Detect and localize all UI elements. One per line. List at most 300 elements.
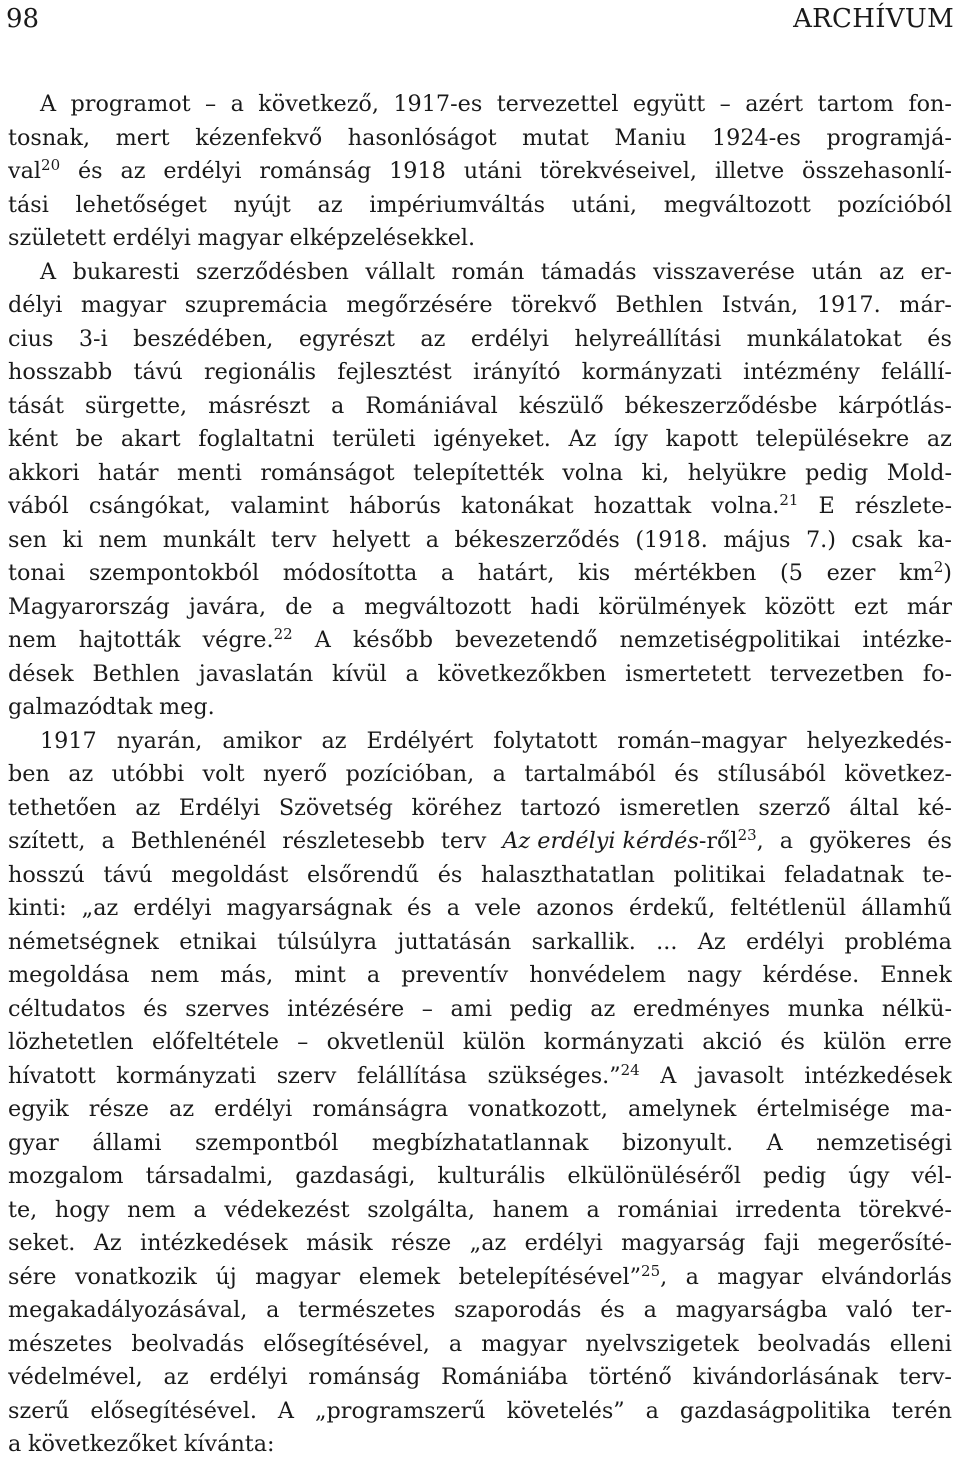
word: megoldást xyxy=(171,861,289,888)
word: magyar xyxy=(197,225,283,251)
word: megerősíté- xyxy=(817,1230,952,1256)
text-line xyxy=(8,624,952,658)
word: és xyxy=(927,325,952,352)
word: impériumváltás xyxy=(369,191,546,218)
word: galmazódtak xyxy=(8,694,153,720)
word: tosnak, xyxy=(8,124,91,151)
word: május xyxy=(723,526,791,553)
word: csak xyxy=(851,526,903,553)
word: megőrzésére xyxy=(346,292,493,318)
word: utáni, xyxy=(571,191,637,218)
word: Az xyxy=(697,928,726,955)
word: céltudatos xyxy=(8,995,126,1022)
word: feltétlenül xyxy=(730,895,847,921)
word: kézenfekvő xyxy=(195,124,323,151)
text-line xyxy=(8,859,952,893)
word: politikai xyxy=(673,861,766,888)
text-line xyxy=(8,323,952,357)
word: részletesebb xyxy=(282,828,425,854)
word: külön xyxy=(823,1029,887,1055)
word: hajtották xyxy=(78,627,181,653)
word: tervezetben xyxy=(769,660,905,687)
word: szempontokból xyxy=(88,560,260,586)
word: a xyxy=(405,660,419,687)
text-line xyxy=(8,926,952,960)
word: mozgalom xyxy=(8,1163,124,1189)
word: együtt xyxy=(632,91,706,117)
word: a xyxy=(331,593,346,620)
word: az xyxy=(321,727,347,754)
word: kívánta: xyxy=(183,1431,275,1457)
word: az xyxy=(68,761,94,787)
word: módosította xyxy=(282,560,418,586)
word: foglaltatni xyxy=(198,426,315,452)
word: terén xyxy=(891,1397,952,1424)
word: fo- xyxy=(922,660,952,687)
word: nyújt xyxy=(233,191,291,218)
text-line xyxy=(8,524,952,558)
text-line xyxy=(8,457,952,491)
footnote-ref: 24 xyxy=(620,1060,640,1079)
word: Bethlenénél xyxy=(130,828,267,854)
word: intézésére xyxy=(287,995,405,1022)
word: munka xyxy=(787,995,865,1022)
word: ... xyxy=(656,928,678,955)
word: 7.) xyxy=(805,526,836,553)
word: – xyxy=(205,91,217,117)
word: készülő xyxy=(518,392,604,419)
running-header xyxy=(0,0,960,40)
text-line xyxy=(8,1227,952,1261)
word: délyi xyxy=(8,292,63,318)
word: csángókat, xyxy=(88,493,211,519)
word: románságot xyxy=(260,459,395,486)
word: beolvadás xyxy=(757,1330,871,1357)
word: területi xyxy=(332,426,416,452)
word: már- xyxy=(899,292,952,318)
text-line xyxy=(8,1328,952,1362)
word: a xyxy=(425,526,440,553)
word: probléma xyxy=(844,928,952,955)
word: Szövetség xyxy=(278,794,393,821)
word: a xyxy=(8,1431,22,1457)
word: Bethlen xyxy=(92,660,180,687)
word: hadi xyxy=(530,593,580,620)
word: programjá- xyxy=(826,124,952,151)
text-line xyxy=(8,591,952,625)
word: pozícióban, xyxy=(345,761,475,787)
word: akkori xyxy=(8,459,80,486)
word: nemzetiségi xyxy=(816,1129,952,1156)
text-line xyxy=(8,1361,952,1395)
word: visszaverése xyxy=(653,258,795,285)
word: részlete- xyxy=(854,493,952,519)
word: szempontból xyxy=(194,1129,339,1156)
word: te, xyxy=(8,1196,38,1223)
word: kivándorlásának xyxy=(692,1364,879,1390)
word: kis xyxy=(578,560,611,586)
word: tását xyxy=(8,392,64,419)
word: a xyxy=(446,895,460,921)
word: békeszerződés xyxy=(454,526,620,553)
text-line xyxy=(8,658,952,692)
word: be xyxy=(75,426,104,452)
footnote-ref: 23 xyxy=(737,826,757,844)
word: A xyxy=(660,1062,677,1089)
word: hívatott xyxy=(8,1062,96,1089)
word: intézke- xyxy=(862,627,952,653)
word: pedig xyxy=(509,995,573,1022)
footnote-ref: 20 xyxy=(41,156,61,174)
word: irredenta xyxy=(735,1196,842,1223)
word: Ennek xyxy=(880,962,952,988)
word: erre xyxy=(904,1029,952,1055)
word: megváltozott xyxy=(364,593,512,620)
word: preventív xyxy=(401,962,509,988)
word: megakadályozásával, xyxy=(8,1297,248,1323)
word: a xyxy=(586,1196,600,1223)
text-line xyxy=(8,758,952,792)
word: A xyxy=(766,1129,783,1156)
word: körülmények xyxy=(598,593,746,620)
word: határt, xyxy=(477,560,555,586)
word: dések xyxy=(8,660,74,687)
word: volt xyxy=(202,761,245,787)
text-line xyxy=(8,825,952,859)
text-line xyxy=(8,1194,952,1228)
word: azonos xyxy=(536,895,614,921)
word: hasonlóságot xyxy=(347,124,497,151)
word: a xyxy=(685,1263,699,1290)
word: nem xyxy=(127,1196,176,1223)
word: javasolt xyxy=(696,1062,784,1089)
word: mint xyxy=(294,962,346,988)
word: kárpótlás- xyxy=(838,392,952,419)
word: elsőrendű xyxy=(307,861,420,888)
word: 1924-es xyxy=(711,124,801,151)
word: eredményes xyxy=(632,995,771,1022)
word: Bethlen xyxy=(615,292,704,318)
word: mértékben xyxy=(633,560,757,586)
word: való xyxy=(846,1297,893,1323)
word: románság xyxy=(308,1364,421,1390)
word: juttatásán xyxy=(397,928,512,955)
word: kívül xyxy=(332,660,387,687)
word: magyar xyxy=(80,292,167,318)
word: ismeretlen xyxy=(619,794,740,821)
text-line xyxy=(8,1060,952,1094)
word: Mold- xyxy=(886,459,952,486)
word: az xyxy=(590,995,616,1022)
word: vonatkozik xyxy=(74,1263,197,1290)
word: helyreállítási xyxy=(574,325,722,352)
word: István, xyxy=(721,292,799,318)
word: volna.$^{21}$ xyxy=(711,491,799,519)
word: erdélyi xyxy=(524,1230,603,1256)
word: akció xyxy=(702,1029,763,1055)
word: utóbbi xyxy=(111,761,185,787)
word: ezer xyxy=(826,560,876,586)
word: A xyxy=(40,91,57,117)
word: született xyxy=(8,225,106,251)
word: az xyxy=(420,325,446,352)
word: utáni xyxy=(463,158,522,184)
word: erdélyi xyxy=(133,895,212,921)
word: gyar xyxy=(8,1129,59,1156)
text-line xyxy=(8,390,952,424)
word: vele xyxy=(475,895,522,921)
word: ezt xyxy=(853,593,888,620)
word: nem xyxy=(98,526,148,553)
word: beolvadás xyxy=(131,1330,245,1357)
word: ami xyxy=(450,995,493,1022)
word: vállalt xyxy=(365,258,435,285)
word: szerv xyxy=(276,1062,337,1089)
word: gazdaságpolitika xyxy=(679,1397,871,1424)
word: ben xyxy=(8,761,50,787)
word: és xyxy=(600,1297,625,1323)
word: magyarság xyxy=(621,1230,746,1256)
word: Romániával xyxy=(365,392,498,419)
text-line xyxy=(8,189,952,223)
word: védekezést xyxy=(224,1196,350,1223)
word: – xyxy=(297,1029,309,1055)
word: „az xyxy=(81,895,119,921)
word: a xyxy=(230,91,244,117)
word: tonai xyxy=(8,560,66,586)
word: lözhetetlen xyxy=(8,1029,134,1055)
word: kérdése. xyxy=(762,962,860,988)
word: etnikai xyxy=(179,928,257,955)
word: törekvé- xyxy=(858,1196,952,1223)
word: a xyxy=(779,828,794,854)
word: Az xyxy=(93,1230,122,1256)
word: ma- xyxy=(910,1096,952,1122)
word: amelynek xyxy=(627,1096,737,1122)
text-line xyxy=(8,725,952,759)
word: erdélyi xyxy=(470,325,550,352)
text-line xyxy=(8,993,952,1027)
word: erdélyi xyxy=(112,225,191,251)
text-line xyxy=(8,1093,952,1127)
word: faji xyxy=(763,1230,800,1256)
word: te- xyxy=(922,861,952,888)
word: nemzetiségpolitikai xyxy=(619,627,841,653)
word: intézkedések xyxy=(804,1062,952,1089)
word: mészetes xyxy=(8,1330,113,1357)
word: románság xyxy=(259,158,372,184)
word: hosszú xyxy=(8,861,85,888)
word: így xyxy=(614,426,649,452)
word: településekre xyxy=(755,426,910,452)
word: 1917-es xyxy=(393,91,483,117)
word: egyrészt xyxy=(298,325,395,352)
word: telepítették xyxy=(413,459,544,486)
word: igényeket. xyxy=(433,426,551,452)
footnote-ref: 25 xyxy=(641,1261,661,1280)
word: val$^{20}$ xyxy=(8,156,61,184)
word: mutat xyxy=(522,124,589,151)
word: erdélyi xyxy=(745,928,825,955)
word: ki, xyxy=(641,459,670,486)
word: megoldása xyxy=(8,962,130,988)
word: nagy xyxy=(687,962,742,988)
word: ké- xyxy=(917,794,952,821)
word: szerves xyxy=(185,995,270,1022)
word: Romániába xyxy=(441,1364,569,1390)
word: ki xyxy=(62,526,84,553)
word: része xyxy=(391,1230,452,1256)
word: következőkben xyxy=(437,660,607,687)
word: magyar xyxy=(717,1263,803,1290)
word: stílusából xyxy=(717,761,826,787)
word: gazdasági, xyxy=(295,1163,416,1189)
word: ismertetett xyxy=(625,660,751,687)
word: munkált xyxy=(162,526,256,553)
word: és xyxy=(143,995,168,1022)
word: törekvéseivel, xyxy=(539,158,697,184)
word: hogy xyxy=(54,1196,110,1223)
word: kinti: xyxy=(8,895,67,921)
word: egyik xyxy=(8,1096,69,1122)
word: A xyxy=(40,258,57,285)
word: másrészt xyxy=(208,392,311,419)
text-line xyxy=(8,155,952,189)
word: helyükre xyxy=(687,459,787,486)
word: felállítása xyxy=(356,1062,468,1089)
word: katonákat xyxy=(461,493,574,519)
word: romániai xyxy=(617,1196,718,1223)
word: „az xyxy=(469,1230,507,1256)
text-line xyxy=(8,356,952,390)
word: magyar xyxy=(255,1263,341,1290)
word: nyarán, xyxy=(116,727,203,754)
word: a xyxy=(366,962,381,988)
footnote-ref: 2 xyxy=(933,558,944,576)
word: után xyxy=(811,258,863,285)
word: $km^2$) xyxy=(899,558,952,586)
text-line xyxy=(8,490,952,524)
word: túlsúlyra xyxy=(277,928,378,955)
word: része xyxy=(88,1096,149,1122)
word: a xyxy=(440,560,455,586)
word: programot xyxy=(70,91,191,117)
text-line xyxy=(8,1261,952,1295)
word: következőket xyxy=(27,1431,178,1457)
word: intézmény xyxy=(743,359,860,385)
word: munkálatokat xyxy=(746,325,902,352)
word: értelmisége xyxy=(756,1096,890,1122)
word: beszédében, xyxy=(133,325,274,352)
word: támadás xyxy=(540,258,637,285)
word: elősegítésével. xyxy=(90,1397,257,1424)
word: ka- xyxy=(917,526,952,553)
word: bizonyult. xyxy=(621,1129,734,1156)
word: és xyxy=(674,761,699,787)
word: tethetően xyxy=(8,794,117,821)
text-line xyxy=(8,1026,952,1060)
word: illetve xyxy=(714,158,785,184)
word: (1918. xyxy=(635,526,708,553)
word: másik xyxy=(306,1230,373,1256)
word: történő xyxy=(588,1364,672,1390)
word: az xyxy=(169,1096,195,1122)
word: követelés” xyxy=(506,1397,625,1424)
word: a xyxy=(448,1330,463,1357)
word: 1918 xyxy=(389,158,446,184)
word: a xyxy=(193,1196,207,1223)
word: a xyxy=(101,828,115,854)
word: javára, xyxy=(188,593,267,620)
word: sen xyxy=(8,526,47,553)
word: fon- xyxy=(908,91,952,117)
word: elősegítésével, xyxy=(263,1330,430,1357)
word: a xyxy=(643,1297,657,1323)
word: az xyxy=(878,258,905,285)
word: felállí- xyxy=(881,359,952,385)
word: és xyxy=(927,828,952,854)
word: szerű xyxy=(8,1397,70,1424)
word: határ xyxy=(98,459,159,486)
word: kormányzati xyxy=(543,1029,684,1055)
word: Az erdélyi kérdés-ről$^{23}$, xyxy=(502,826,764,854)
text-line xyxy=(8,792,952,826)
text-line xyxy=(8,691,952,725)
text-line xyxy=(8,959,952,993)
word: szolgálta, xyxy=(367,1196,475,1223)
word: a xyxy=(492,761,506,787)
word: erdélyi xyxy=(163,158,242,184)
word: más, xyxy=(220,962,274,988)
word: társadalmi, xyxy=(145,1163,274,1189)
word: vél- xyxy=(911,1163,952,1189)
word: szupremácia xyxy=(184,292,328,318)
text-line xyxy=(8,222,952,256)
word: a xyxy=(266,1297,280,1323)
word: román–magyar xyxy=(617,727,787,754)
word: magyarságnak xyxy=(226,895,392,921)
word: megbízhatatlannak xyxy=(371,1129,589,1156)
word: (5 xyxy=(780,560,803,586)
word: folytatott xyxy=(493,727,598,754)
word: elkülönüléséről xyxy=(567,1163,742,1189)
word: vából xyxy=(8,493,69,519)
word: sarkallik. xyxy=(531,928,636,955)
word: regionális xyxy=(203,359,317,385)
word: kapott xyxy=(665,426,739,452)
word: feladatnak xyxy=(784,861,904,888)
word: és xyxy=(437,861,463,888)
word: helyezkedés- xyxy=(806,727,952,754)
word: nyerő xyxy=(263,761,328,787)
word: terv xyxy=(271,526,317,553)
word: szükséges.”$^{24}$ xyxy=(487,1060,640,1089)
word: A xyxy=(314,627,331,653)
word: tartalmából xyxy=(524,761,656,787)
word: erdélyi xyxy=(214,1096,293,1122)
word: előfeltétele xyxy=(151,1029,279,1055)
word: erdélyi xyxy=(209,1364,288,1390)
word: elvándorlás xyxy=(821,1263,952,1290)
word: az xyxy=(926,426,952,452)
word: kulturális xyxy=(437,1163,546,1189)
text-line xyxy=(8,1294,952,1328)
word: nyelvszigetek xyxy=(585,1330,739,1357)
word: terv- xyxy=(899,1364,952,1390)
word: román xyxy=(451,258,525,285)
text-line xyxy=(8,256,952,290)
word: külön xyxy=(462,1029,526,1055)
